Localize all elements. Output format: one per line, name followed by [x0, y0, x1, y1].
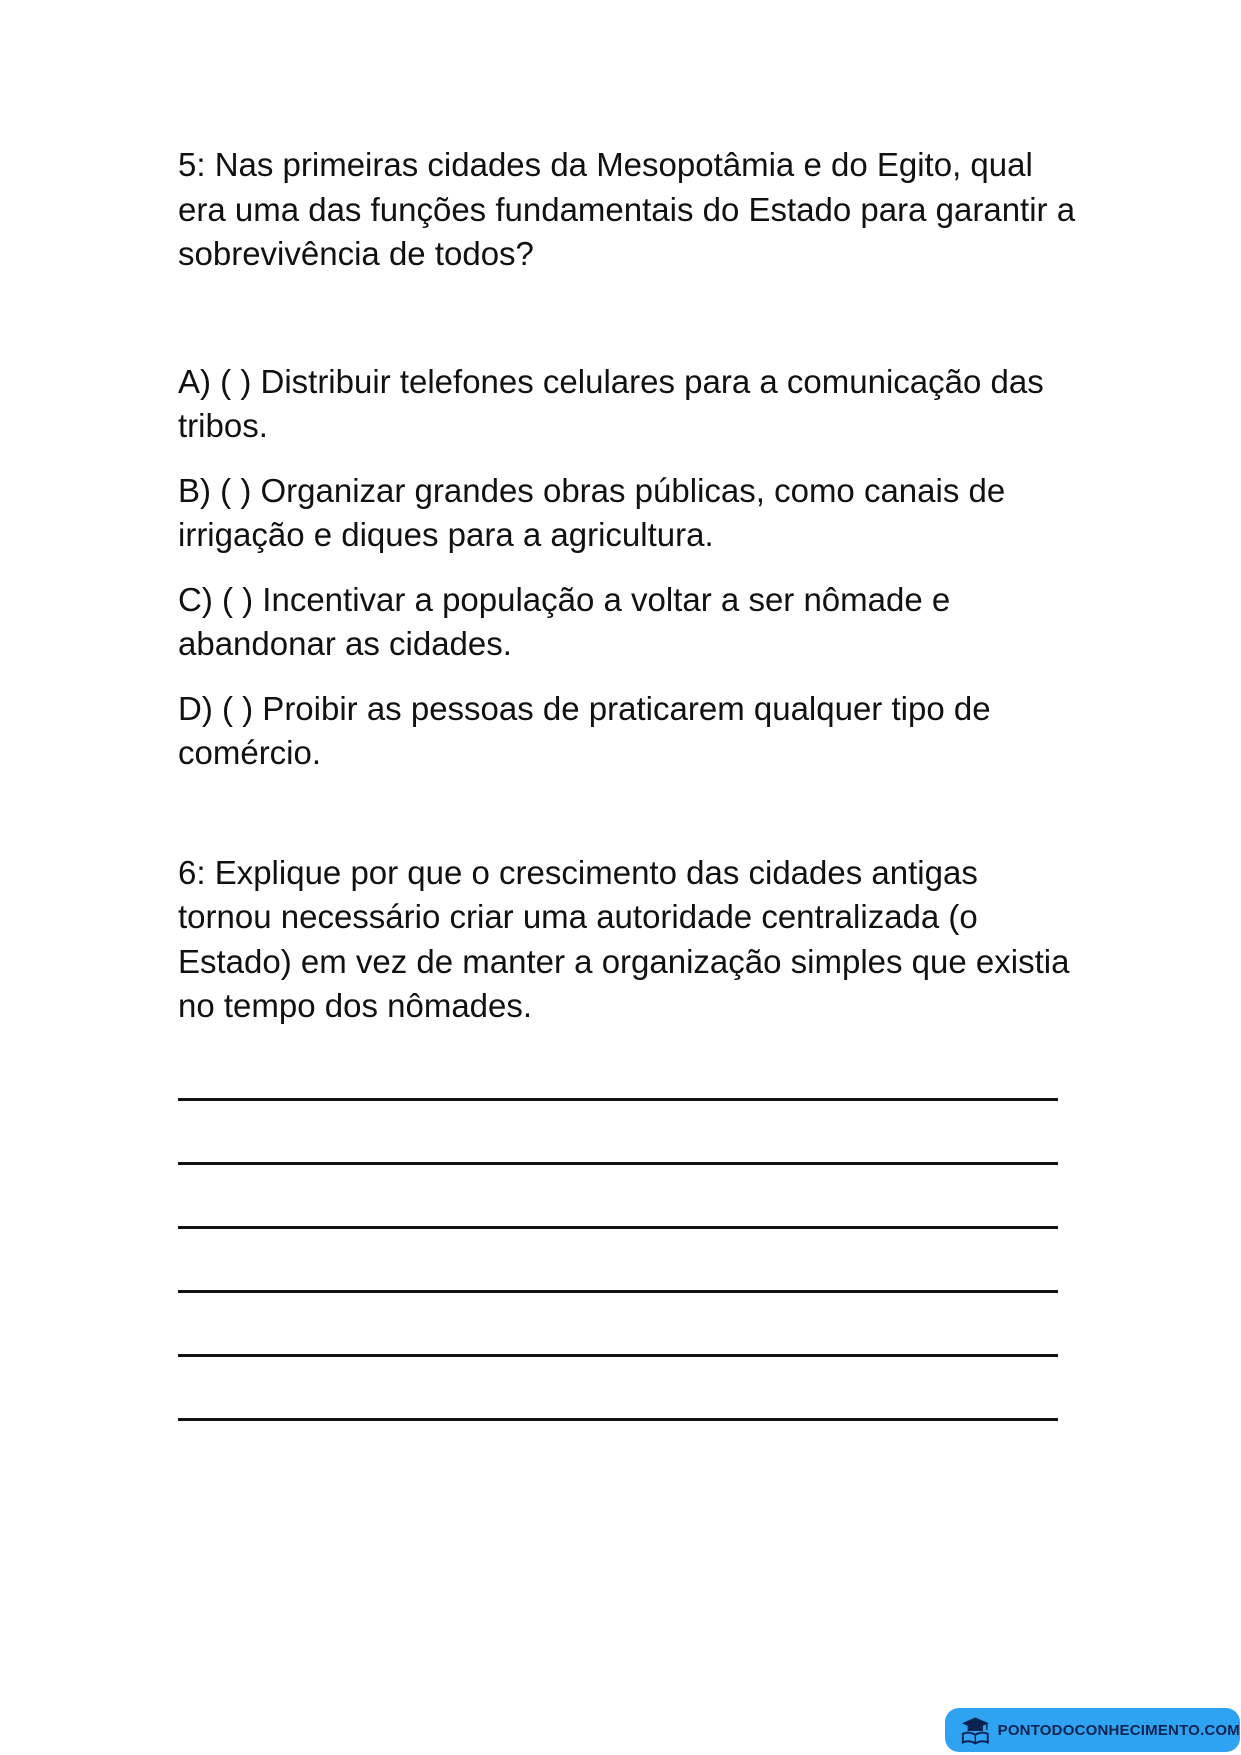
answer-lines	[178, 1057, 1058, 1421]
answer-line[interactable]	[178, 1229, 1058, 1293]
answer-line[interactable]	[178, 1057, 1058, 1101]
answer-line[interactable]	[178, 1357, 1058, 1421]
answer-line[interactable]	[178, 1101, 1058, 1165]
answer-line[interactable]	[178, 1293, 1058, 1357]
option-a: A) ( ) Distribuir telefones celulares para a comunicação das tribos.	[178, 362, 1044, 444]
worksheet-page	[178, 143, 1078, 1421]
question-6-text: 6: Explique por que o crescimento das cidades antigas tornou necessário criar uma autoridade centralizada (o Estado) em vez de manter a organização simples que existia no tempo dos nômades.	[178, 853, 1070, 1024]
option-b: B) ( ) Organizar grandes obras públicas, como canais de irrigação e diques para a agricultura.	[178, 471, 1006, 553]
answer-line[interactable]	[178, 1165, 1058, 1229]
question-5-text: 5: Nas primeiras cidades da Mesopotâmia e do Egito, qual era uma das funções fundamentais do Estado para garantir a sobrevivência de todos?	[178, 146, 1076, 272]
graduation-book-icon	[959, 1713, 992, 1747]
site-logo	[945, 1708, 1240, 1752]
option-c: C) ( ) Incentivar a população a voltar a ser nômade e abandonar as cidades.	[178, 580, 951, 662]
option-d: D) ( ) Proibir as pessoas de praticarem qualquer tipo de comércio.	[178, 689, 991, 771]
logo-text: PONTODOCONHECIMENTO.COM	[997, 1721, 1240, 1739]
